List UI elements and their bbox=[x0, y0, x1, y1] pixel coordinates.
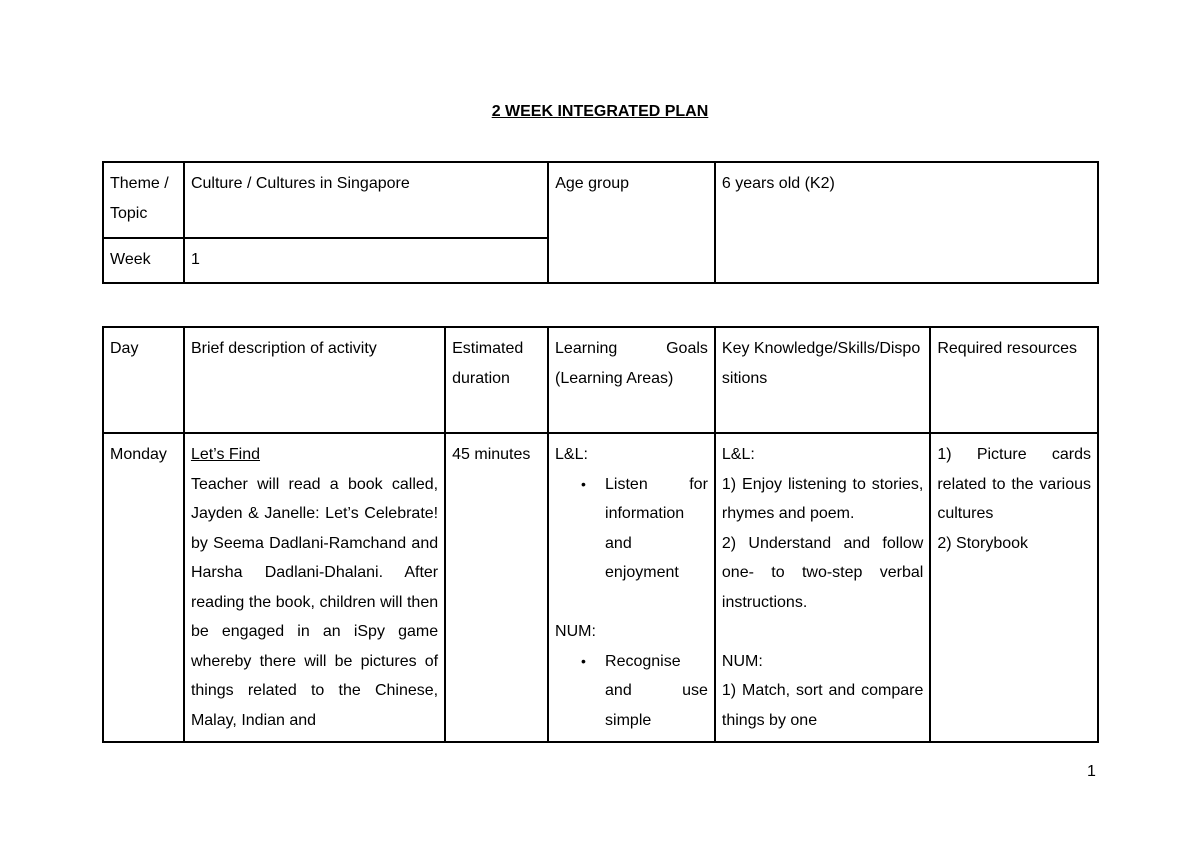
resource-1: 1) Picture cards related to the various cultures bbox=[937, 446, 1091, 522]
theme-value-cell: Culture / Cultures in Singapore bbox=[184, 162, 548, 238]
table-row bbox=[103, 433, 1098, 742]
activity-text: Teacher will read a book called, Jayden & Janelle: Let’s Celebrate! by Seema Dadlani-Ramchand and Harsha Dadlani-Dhalani. After reading the book, children will then be engaged in an iSpy game whereby there will be pictures of things related to the Chinese, Malay, Indian and bbox=[190, 475, 439, 729]
duration-cell: 45 minutes bbox=[445, 433, 548, 742]
age-label-cell: Age group bbox=[548, 162, 715, 283]
knowledge-num-1: 1) Match, sort and compare things by one bbox=[721, 682, 924, 729]
header-knowledge: Key Knowledge/Skills/Dispositions bbox=[715, 327, 930, 433]
header-row bbox=[103, 327, 1098, 433]
resources-cell bbox=[930, 433, 1098, 742]
age-value-cell: 6 years old (K2) bbox=[715, 162, 1098, 283]
page-title: 2 WEEK INTEGRATED PLAN bbox=[491, 103, 709, 120]
knowledge-ll-label: L&L: bbox=[721, 446, 755, 463]
week-label-cell: Week bbox=[103, 238, 184, 283]
day-cell: Monday bbox=[103, 433, 184, 742]
page-number: 1 bbox=[1087, 763, 1096, 780]
knowledge-ll-1: 1) Enjoy listening to stories, rhymes and poem. bbox=[721, 475, 924, 522]
knowledge-cell bbox=[715, 433, 930, 742]
goals-num-label: NUM: bbox=[555, 623, 596, 640]
week-value-cell: 1 bbox=[184, 238, 548, 283]
goals-ll-label: L&L: bbox=[555, 446, 588, 463]
plan-table bbox=[102, 326, 1099, 743]
header-duration: Estimated duration bbox=[445, 327, 548, 433]
resource-2: 2) Storybook bbox=[937, 534, 1029, 552]
info-table bbox=[102, 161, 1099, 284]
activity-title: Let’s Find bbox=[190, 446, 261, 463]
goals-num-item: • Recognise and use simple bbox=[555, 647, 708, 736]
header-goals: Learning Goals (Learning Areas) bbox=[548, 327, 715, 433]
goals-cell bbox=[548, 433, 715, 742]
goals-ll-item: • Listen for information and enjoyment bbox=[555, 470, 708, 588]
activity-cell bbox=[184, 433, 445, 742]
knowledge-ll-2: 2) Understand and follow one- to two-step verbal instructions. bbox=[721, 534, 924, 611]
knowledge-num-label: NUM: bbox=[721, 652, 763, 670]
header-activity: Brief description of activity bbox=[184, 327, 445, 433]
theme-label-cell: Theme / Topic bbox=[103, 162, 184, 238]
header-day: Day bbox=[103, 327, 184, 433]
header-resources: Required resources bbox=[930, 327, 1098, 433]
